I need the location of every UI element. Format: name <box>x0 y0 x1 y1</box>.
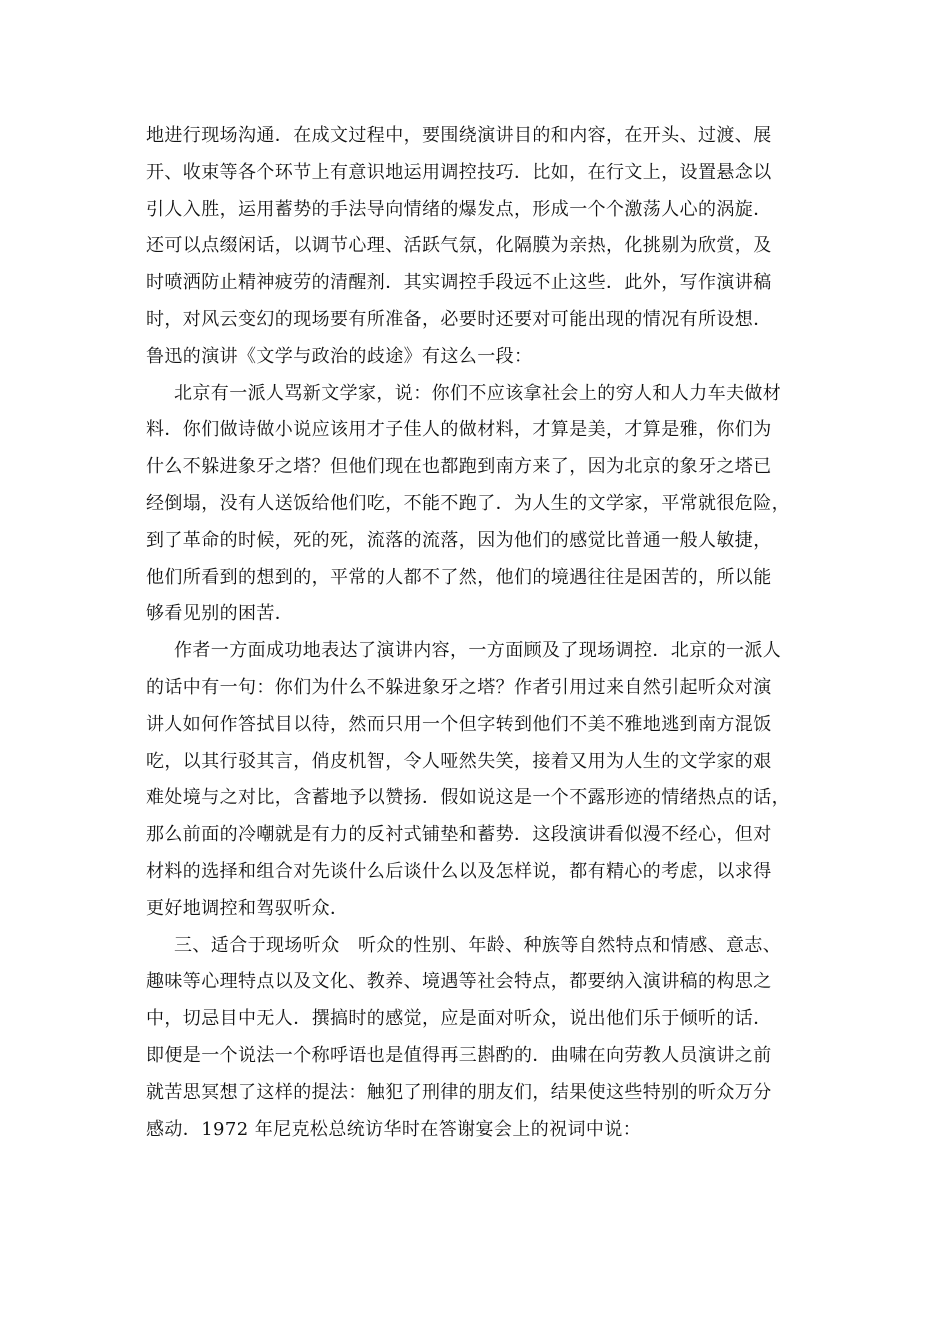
text-line: 还可以点缀闲话，以调节心理、活跃气氛，化隔膜为亲热，化挑剔为欣赏，及 <box>146 235 772 256</box>
text-line: 就苦思冥想了这样的提法：触犯了刑律的朋友们，结果使这些特别的听众万分 <box>146 1082 772 1103</box>
text-line: 难处境与之对比，含蓄地予以赞扬．假如说这是一个不露形迹的情绪热点的话， <box>146 787 790 808</box>
quote-line: 料．你们做诗做小说应该用才子佳人的做材料，才算是美，才算是雅，你们为 <box>146 419 772 440</box>
quote-line: 够看见别的困苦． <box>146 603 294 624</box>
text-line: 作者一方面成功地表达了演讲内容，一方面顾及了现场调控．北京的一派人 <box>174 640 782 661</box>
text-line: 开、收束等各个环节上有意识地运用调控技巧．比如，在行文上，设置悬念以 <box>146 162 772 183</box>
text-line: 鲁迅的演讲《文学与政治的歧途》有这么一段： <box>146 346 533 367</box>
quote-line: 经倒塌，没有人送饭给他们吃，不能不跑了．为人生的文学家，平常就很危险， <box>146 493 790 514</box>
text-line: 引人入胜，运用蓄势的手法导向情绪的爆发点，形成一个个激荡人心的涡旋． <box>146 199 772 220</box>
text-line: 的话中有一句：你们为什么不躲进象牙之塔？作者引用过来自然引起听众对演 <box>146 677 772 698</box>
text-line: 材料的选择和组合对先谈什么后谈什么以及怎样说，都有精心的考虑，以求得 <box>146 861 772 882</box>
quote-line: 他们所看到的想到的，平常的人都不了然，他们的境遇往往是困苦的，所以能 <box>146 567 772 588</box>
text-line: 感动．1972 年尼克松总统访华时在答谢宴会上的祝词中说： <box>146 1119 642 1140</box>
text-line: 时，对风云变幻的现场要有所准备，必要时还要对可能出现的情况有所设想． <box>146 309 772 330</box>
quote-line: 到了革命的时候，死的死，流落的流落，因为他们的感觉比普通一般人敏捷， <box>146 530 772 551</box>
text-line: 中，切忌目中无人．撰搞时的感觉，应是面对听众，说出他们乐于倾听的话． <box>146 1008 772 1029</box>
text-line: 趣味等心理特点以及文化、教养、境遇等社会特点，都要纳入演讲稿的构思之 <box>146 971 772 992</box>
text-line: 即便是一个说法一个称呼语也是值得再三斟酌的．曲啸在向劳教人员演讲之前 <box>146 1045 772 1066</box>
text-line: 时喷洒防止精神疲劳的清醒剂．其实调控手段远不止这些．此外，写作演讲稿 <box>146 272 772 293</box>
quote-line: 北京有一派人骂新文学家，说：你们不应该拿社会上的穷人和人力车夫做材 <box>174 383 782 404</box>
text-line: 更好地调控和驾驭听众． <box>146 898 349 919</box>
text-line: 讲人如何作答拭目以待，然而只用一个但字转到他们不美不雅地逃到南方混饭 <box>146 714 772 735</box>
quote-line: 什么不躲进象牙之塔？但他们现在也都跑到南方来了，因为北京的象牙之塔已 <box>146 456 772 477</box>
section-heading-line: 三、适合于现场听众 听众的性别、年龄、种族等自然特点和情感、意志、 <box>174 935 782 956</box>
text-line: 地进行现场沟通．在成文过程中，要围绕演讲目的和内容，在开头、过渡、展 <box>146 125 772 146</box>
text-line: 吃，以其行驳其言，俏皮机智，令人哑然失笑，接着又用为人生的文学家的艰 <box>146 751 772 772</box>
text-line: 那么前面的冷嘲就是有力的反衬式铺垫和蓄势．这段演讲看似漫不经心，但对 <box>146 824 772 845</box>
